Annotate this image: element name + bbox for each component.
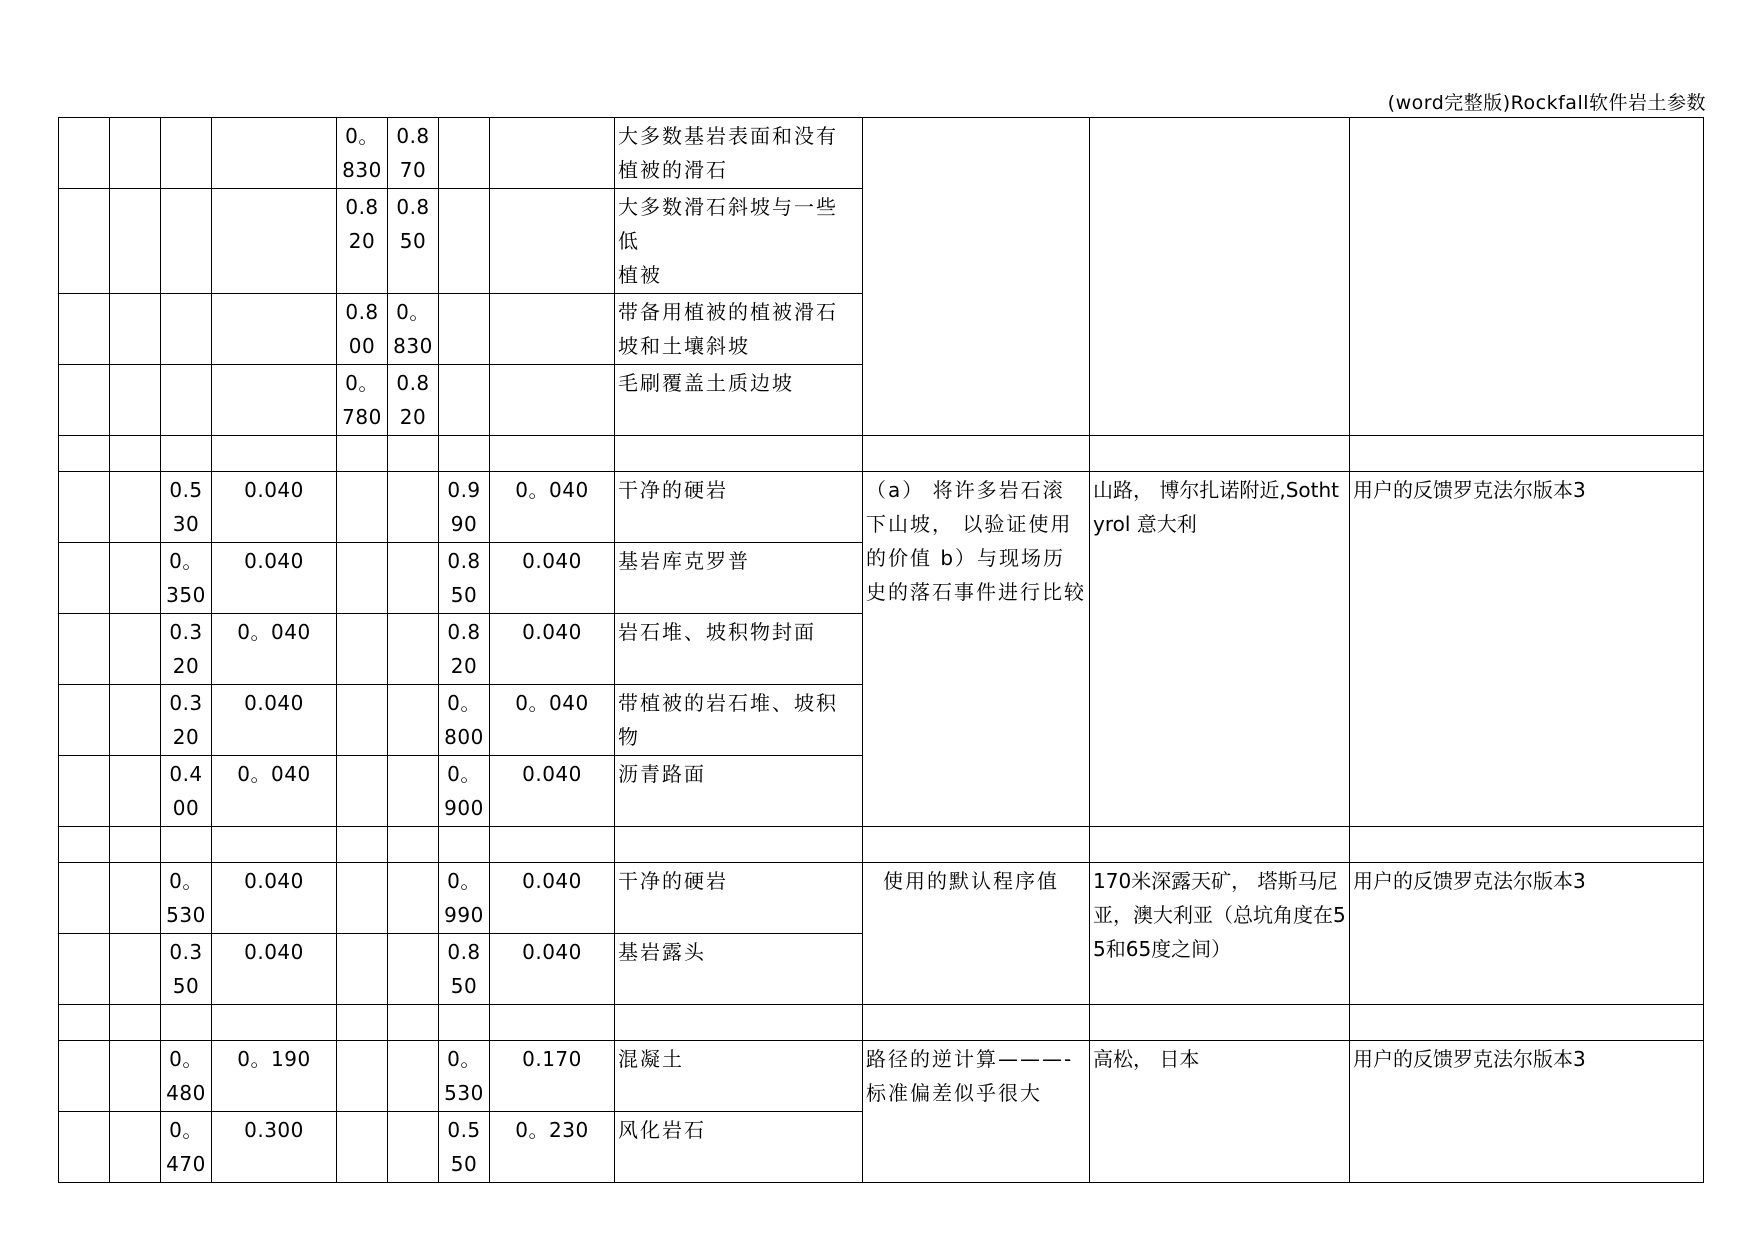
empty-cell — [110, 827, 161, 863]
param-cell-c3: 0。470 — [161, 1112, 212, 1183]
surface-description: 带备用植被的植被滑石坡和土壤斜坡 — [615, 294, 863, 365]
empty-cell — [59, 934, 110, 1005]
empty-cell — [110, 436, 161, 472]
param-cell-c5: 0.820 — [337, 189, 388, 294]
table-body — [59, 118, 1704, 1183]
param-cell-c4: 0。190 — [212, 1041, 337, 1112]
blank-separator-row — [59, 827, 1704, 863]
param-cell-c3 — [161, 294, 212, 365]
empty-cell — [388, 827, 439, 863]
param-cell-c3 — [161, 189, 212, 294]
empty-cell — [1350, 436, 1704, 472]
param-cell-c7: 0.820 — [439, 614, 490, 685]
location-cell: 山路， 博尔扎诺附近,Sothtyrol 意大利 — [1090, 472, 1350, 827]
empty-cell — [615, 1005, 863, 1041]
param-cell-c5 — [337, 934, 388, 1005]
param-cell-c4: 0。040 — [212, 614, 337, 685]
empty-cell — [110, 863, 161, 934]
param-cell-c4: 0.040 — [212, 863, 337, 934]
empty-cell — [59, 1041, 110, 1112]
empty-cell — [59, 472, 110, 543]
empty-cell — [161, 436, 212, 472]
param-cell-c3: 0。530 — [161, 863, 212, 934]
param-cell-c4 — [212, 118, 337, 189]
empty-cell — [615, 827, 863, 863]
empty-cell — [59, 863, 110, 934]
empty-cell — [490, 827, 615, 863]
param-cell-c7: 0。900 — [439, 756, 490, 827]
empty-cell — [59, 827, 110, 863]
surface-description: 干净的硬岩 — [615, 472, 863, 543]
param-cell-c4 — [212, 294, 337, 365]
param-cell-c8: 0.170 — [490, 1041, 615, 1112]
location-cell: 高松， 日本 — [1090, 1041, 1350, 1183]
param-cell-c5 — [337, 472, 388, 543]
empty-cell — [110, 472, 161, 543]
param-cell-c7 — [439, 118, 490, 189]
param-cell-c8: 0。040 — [490, 472, 615, 543]
empty-cell — [161, 1005, 212, 1041]
empty-cell — [439, 827, 490, 863]
param-cell-c6: 0.850 — [388, 189, 439, 294]
param-cell-c3: 0.350 — [161, 934, 212, 1005]
empty-cell — [337, 436, 388, 472]
param-cell-c7 — [439, 189, 490, 294]
empty-cell — [1090, 436, 1350, 472]
surface-description: 干净的硬岩 — [615, 863, 863, 934]
param-cell-c5: 0.800 — [337, 294, 388, 365]
param-cell-c7 — [439, 294, 490, 365]
empty-cell — [59, 543, 110, 614]
param-cell-c8: 0.040 — [490, 614, 615, 685]
param-cell-c6 — [388, 543, 439, 614]
surface-description: 毛刷覆盖土质边坡 — [615, 365, 863, 436]
empty-cell — [110, 934, 161, 1005]
empty-cell — [110, 614, 161, 685]
param-cell-c7: 0。990 — [439, 863, 490, 934]
param-cell-c8: 0.040 — [490, 863, 615, 934]
param-cell-c8: 0.040 — [490, 756, 615, 827]
param-cell-c6 — [388, 1041, 439, 1112]
table-row — [59, 472, 1704, 543]
param-cell-c4: 0.040 — [212, 934, 337, 1005]
table-row — [59, 118, 1704, 189]
param-cell-c4: 0.300 — [212, 1112, 337, 1183]
surface-description: 混凝土 — [615, 1041, 863, 1112]
empty-cell — [110, 294, 161, 365]
param-cell-c5 — [337, 543, 388, 614]
param-cell-c8: 0.040 — [490, 934, 615, 1005]
param-cell-c3: 0.530 — [161, 472, 212, 543]
location-cell: 170米深露天矿， 塔斯马尼亚，澳大利亚（总坑角度在55和65度之间） — [1090, 863, 1350, 1005]
param-cell-c3: 0.320 — [161, 614, 212, 685]
surface-description: 大多数滑石斜坡与一些低 植被 — [615, 189, 863, 294]
empty-cell — [110, 118, 161, 189]
param-cell-c7: 0.850 — [439, 543, 490, 614]
empty-cell — [110, 756, 161, 827]
param-cell-c6 — [388, 614, 439, 685]
table-row — [59, 1041, 1704, 1112]
param-cell-c7 — [439, 365, 490, 436]
param-cell-c8 — [490, 365, 615, 436]
param-cell-c5 — [337, 685, 388, 756]
rockfall-parameter-table — [58, 117, 1704, 1183]
empty-cell — [110, 1005, 161, 1041]
page-header-title: (word完整版)Rockfall软件岩土参数 — [1387, 92, 1706, 114]
empty-cell — [212, 827, 337, 863]
param-cell-c6 — [388, 863, 439, 934]
empty-cell — [59, 1112, 110, 1183]
param-cell-c5 — [337, 614, 388, 685]
empty-cell — [490, 436, 615, 472]
empty-cell — [337, 827, 388, 863]
param-cell-c3: 0。480 — [161, 1041, 212, 1112]
param-cell-c6 — [388, 934, 439, 1005]
param-cell-c7: 0.550 — [439, 1112, 490, 1183]
param-cell-c8: 0.040 — [490, 543, 615, 614]
empty-cell — [439, 436, 490, 472]
empty-cell — [59, 118, 110, 189]
empty-cell — [110, 1041, 161, 1112]
param-cell-c6: 0.820 — [388, 365, 439, 436]
surface-description: 沥青路面 — [615, 756, 863, 827]
method-cell: 使用的默认程序值 — [863, 863, 1090, 1005]
empty-cell — [863, 827, 1090, 863]
empty-cell — [110, 543, 161, 614]
param-cell-c7: 0。800 — [439, 685, 490, 756]
surface-description: 基岩露头 — [615, 934, 863, 1005]
reference-cell: 用户的反馈罗克法尔版本3 — [1350, 1041, 1704, 1183]
param-cell-c6: 0。830 — [388, 294, 439, 365]
empty-cell — [490, 1005, 615, 1041]
blank-separator-row — [59, 436, 1704, 472]
empty-cell — [59, 756, 110, 827]
empty-cell — [337, 1005, 388, 1041]
param-cell-c6: 0.870 — [388, 118, 439, 189]
empty-cell — [59, 365, 110, 436]
empty-cell — [1350, 1005, 1704, 1041]
empty-cell — [388, 436, 439, 472]
param-cell-c8 — [490, 294, 615, 365]
param-cell-c5: 0。830 — [337, 118, 388, 189]
method-cell: 路径的逆计算———-标准偏差似乎很大 — [863, 1041, 1090, 1183]
param-cell-c6 — [388, 1112, 439, 1183]
surface-description: 风化岩石 — [615, 1112, 863, 1183]
param-cell-c3: 0。350 — [161, 543, 212, 614]
param-cell-c4 — [212, 365, 337, 436]
param-cell-c4: 0.040 — [212, 543, 337, 614]
empty-cell — [863, 436, 1090, 472]
method-cell — [863, 118, 1090, 436]
param-cell-c5 — [337, 756, 388, 827]
param-cell-c3: 0.400 — [161, 756, 212, 827]
surface-description: 基岩库克罗普 — [615, 543, 863, 614]
empty-cell — [1350, 827, 1704, 863]
empty-cell — [59, 614, 110, 685]
empty-cell — [863, 1005, 1090, 1041]
param-cell-c4: 0.040 — [212, 685, 337, 756]
location-cell — [1090, 118, 1350, 436]
empty-cell — [110, 365, 161, 436]
empty-cell — [59, 294, 110, 365]
blank-separator-row — [59, 1005, 1704, 1041]
empty-cell — [388, 1005, 439, 1041]
surface-description: 带植被的岩石堆、坡积物 — [615, 685, 863, 756]
empty-cell — [110, 685, 161, 756]
empty-cell — [1090, 827, 1350, 863]
param-cell-c8: 0。040 — [490, 685, 615, 756]
empty-cell — [110, 189, 161, 294]
param-cell-c3 — [161, 118, 212, 189]
param-cell-c8 — [490, 189, 615, 294]
reference-cell: 用户的反馈罗克法尔版本3 — [1350, 472, 1704, 827]
empty-cell — [1090, 1005, 1350, 1041]
empty-cell — [212, 1005, 337, 1041]
empty-cell — [59, 1005, 110, 1041]
method-cell: （a） 将许多岩石滚下山坡， 以验证使用的价值 b）与现场历史的落石事件进行比较 — [863, 472, 1090, 827]
param-cell-c7: 0.850 — [439, 934, 490, 1005]
param-cell-c8: 0。230 — [490, 1112, 615, 1183]
empty-cell — [59, 685, 110, 756]
param-cell-c6 — [388, 472, 439, 543]
param-cell-c4: 0.040 — [212, 472, 337, 543]
reference-cell: 用户的反馈罗克法尔版本3 — [1350, 863, 1704, 1005]
table-row — [59, 863, 1704, 934]
empty-cell — [615, 436, 863, 472]
param-cell-c5 — [337, 863, 388, 934]
empty-cell — [59, 436, 110, 472]
empty-cell — [212, 436, 337, 472]
surface-description: 大多数基岩表面和没有植被的滑石 — [615, 118, 863, 189]
param-cell-c5 — [337, 1112, 388, 1183]
empty-cell — [59, 189, 110, 294]
empty-cell — [439, 1005, 490, 1041]
empty-cell — [161, 827, 212, 863]
param-cell-c4 — [212, 189, 337, 294]
param-cell-c3 — [161, 365, 212, 436]
surface-description: 岩石堆、坡积物封面 — [615, 614, 863, 685]
empty-cell — [110, 1112, 161, 1183]
param-cell-c3: 0.320 — [161, 685, 212, 756]
param-cell-c7: 0.990 — [439, 472, 490, 543]
param-cell-c4: 0。040 — [212, 756, 337, 827]
param-cell-c7: 0。530 — [439, 1041, 490, 1112]
param-cell-c5 — [337, 1041, 388, 1112]
param-cell-c8 — [490, 118, 615, 189]
param-cell-c6 — [388, 756, 439, 827]
reference-cell — [1350, 118, 1704, 436]
param-cell-c5: 0。780 — [337, 365, 388, 436]
param-cell-c6 — [388, 685, 439, 756]
